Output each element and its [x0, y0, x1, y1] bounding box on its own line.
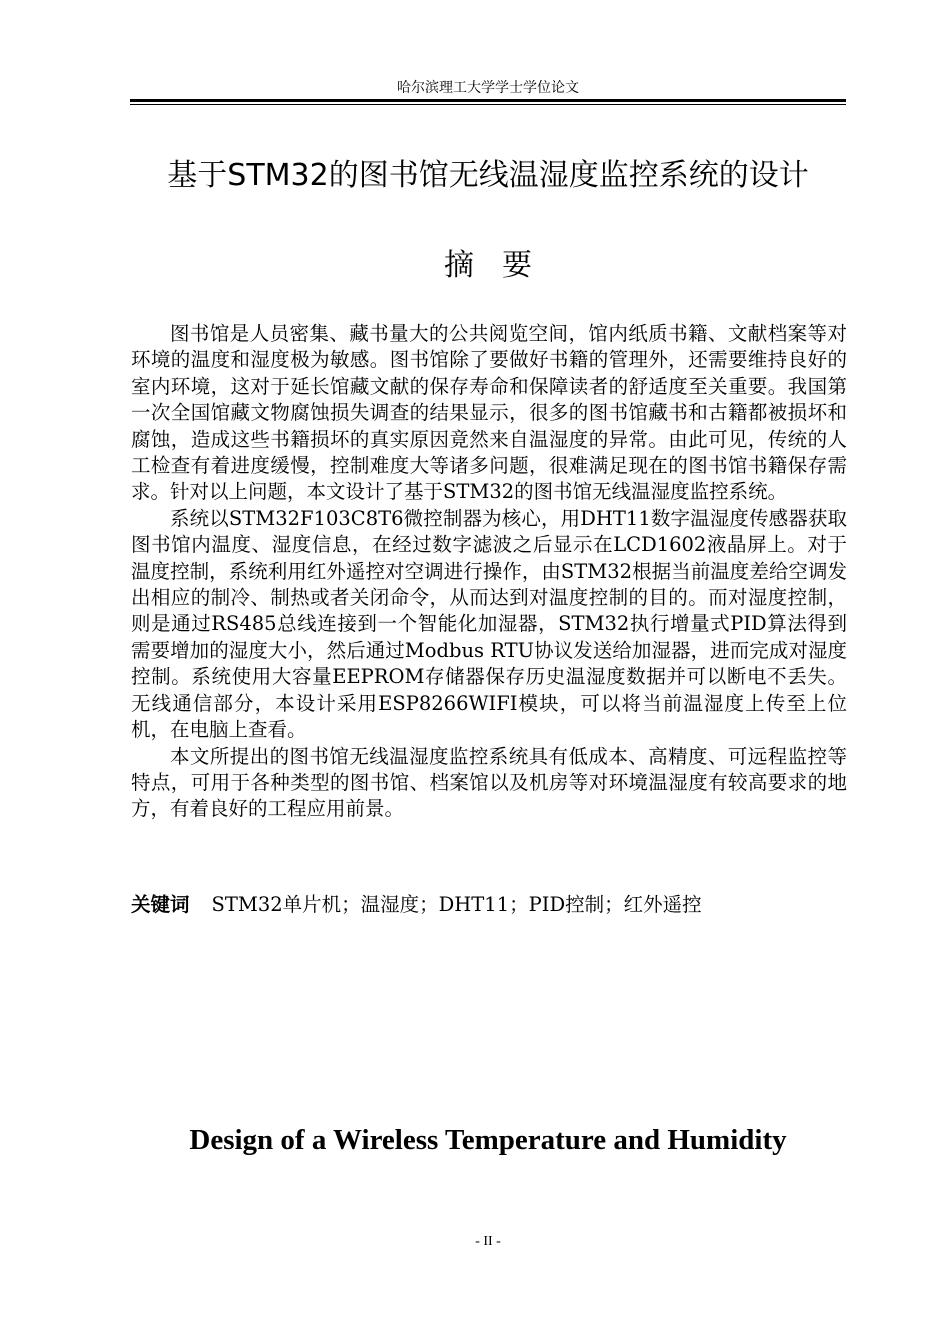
running-header: 哈尔滨理工大学学士学位论文: [397, 80, 579, 96]
page-number: - II -: [475, 1234, 501, 1249]
header-rule-thick: [130, 99, 846, 102]
abstract-body: [131, 321, 847, 823]
abstract-heading: 摘要: [444, 248, 560, 283]
english-title: Design of a Wireless Temperature and Humidity: [189, 1124, 787, 1156]
abstract-paragraph-2: 系统以STM32F103C8T6微控制器为核心，用DHT11数字温湿度传感器获取图书馆内温度、湿度信息，在经过数字滤波之后显示在LCD1602液晶屏上。对于温度控制，系统利用红外遥控对空调进行操作，由STM32根据当前温度差给空调发出相应的制冷、制热或者关闭命令，从而达到对温度控制的目的。而对湿度控制，则是通过RS485总线连接到一个智能化加湿器，STM32执行增量式PID算法得到需要增加的湿度大小，然后通过Modbus RTU协议发送给加湿器，进而完成对湿度控制。系统使用大容量EEPROM存储器保存历史温湿度数据并可以断电不丢失。无线通信部分，本设计采用ESP8266WIFI模块，可以将当前温湿度上传至上位机，在电脑上查看。: [131, 506, 847, 742]
abstract-paragraph-3: 本文所提出的图书馆无线温湿度监控系统具有低成本、高精度、可远程监控等特点，可用于各种类型的图书馆、档案馆以及机房等对环境温湿度有较高要求的地方，有着良好的工程应用前景。: [131, 744, 847, 821]
keywords-label: 关键词: [131, 893, 190, 916]
abstract-paragraph-1: 图书馆是人员密集、藏书量大的公共阅览空间，馆内纸质书籍、文献档案等对环境的温度和湿度极为敏感。图书馆除了要做好书籍的管理外，还需要维持良好的室内环境，这对于延长馆藏文献的保存寿命和保障读者的舒适度至关重要。我国第一次全国馆藏文物腐蚀损失调查的结果显示，很多的图书馆藏书和古籍都被损坏和腐蚀，造成这些书籍损坏的真实原因竟然来自温湿度的异常。由此可见，传统的人工检查有着进度缓慢，控制难度大等诸多问题，很难满足现在的图书馆书籍保存需求。针对以上问题，本文设计了基于STM32的图书馆无线温湿度监控系统。: [131, 322, 847, 504]
thesis-title: 基于STM32的图书馆无线温湿度监控系统的设计: [167, 158, 809, 193]
keywords-line: [131, 891, 847, 919]
keywords-text: STM32单片机；温湿度；DHT11；PID控制；红外遥控: [211, 893, 702, 916]
header-rule-thin: [130, 104, 846, 105]
